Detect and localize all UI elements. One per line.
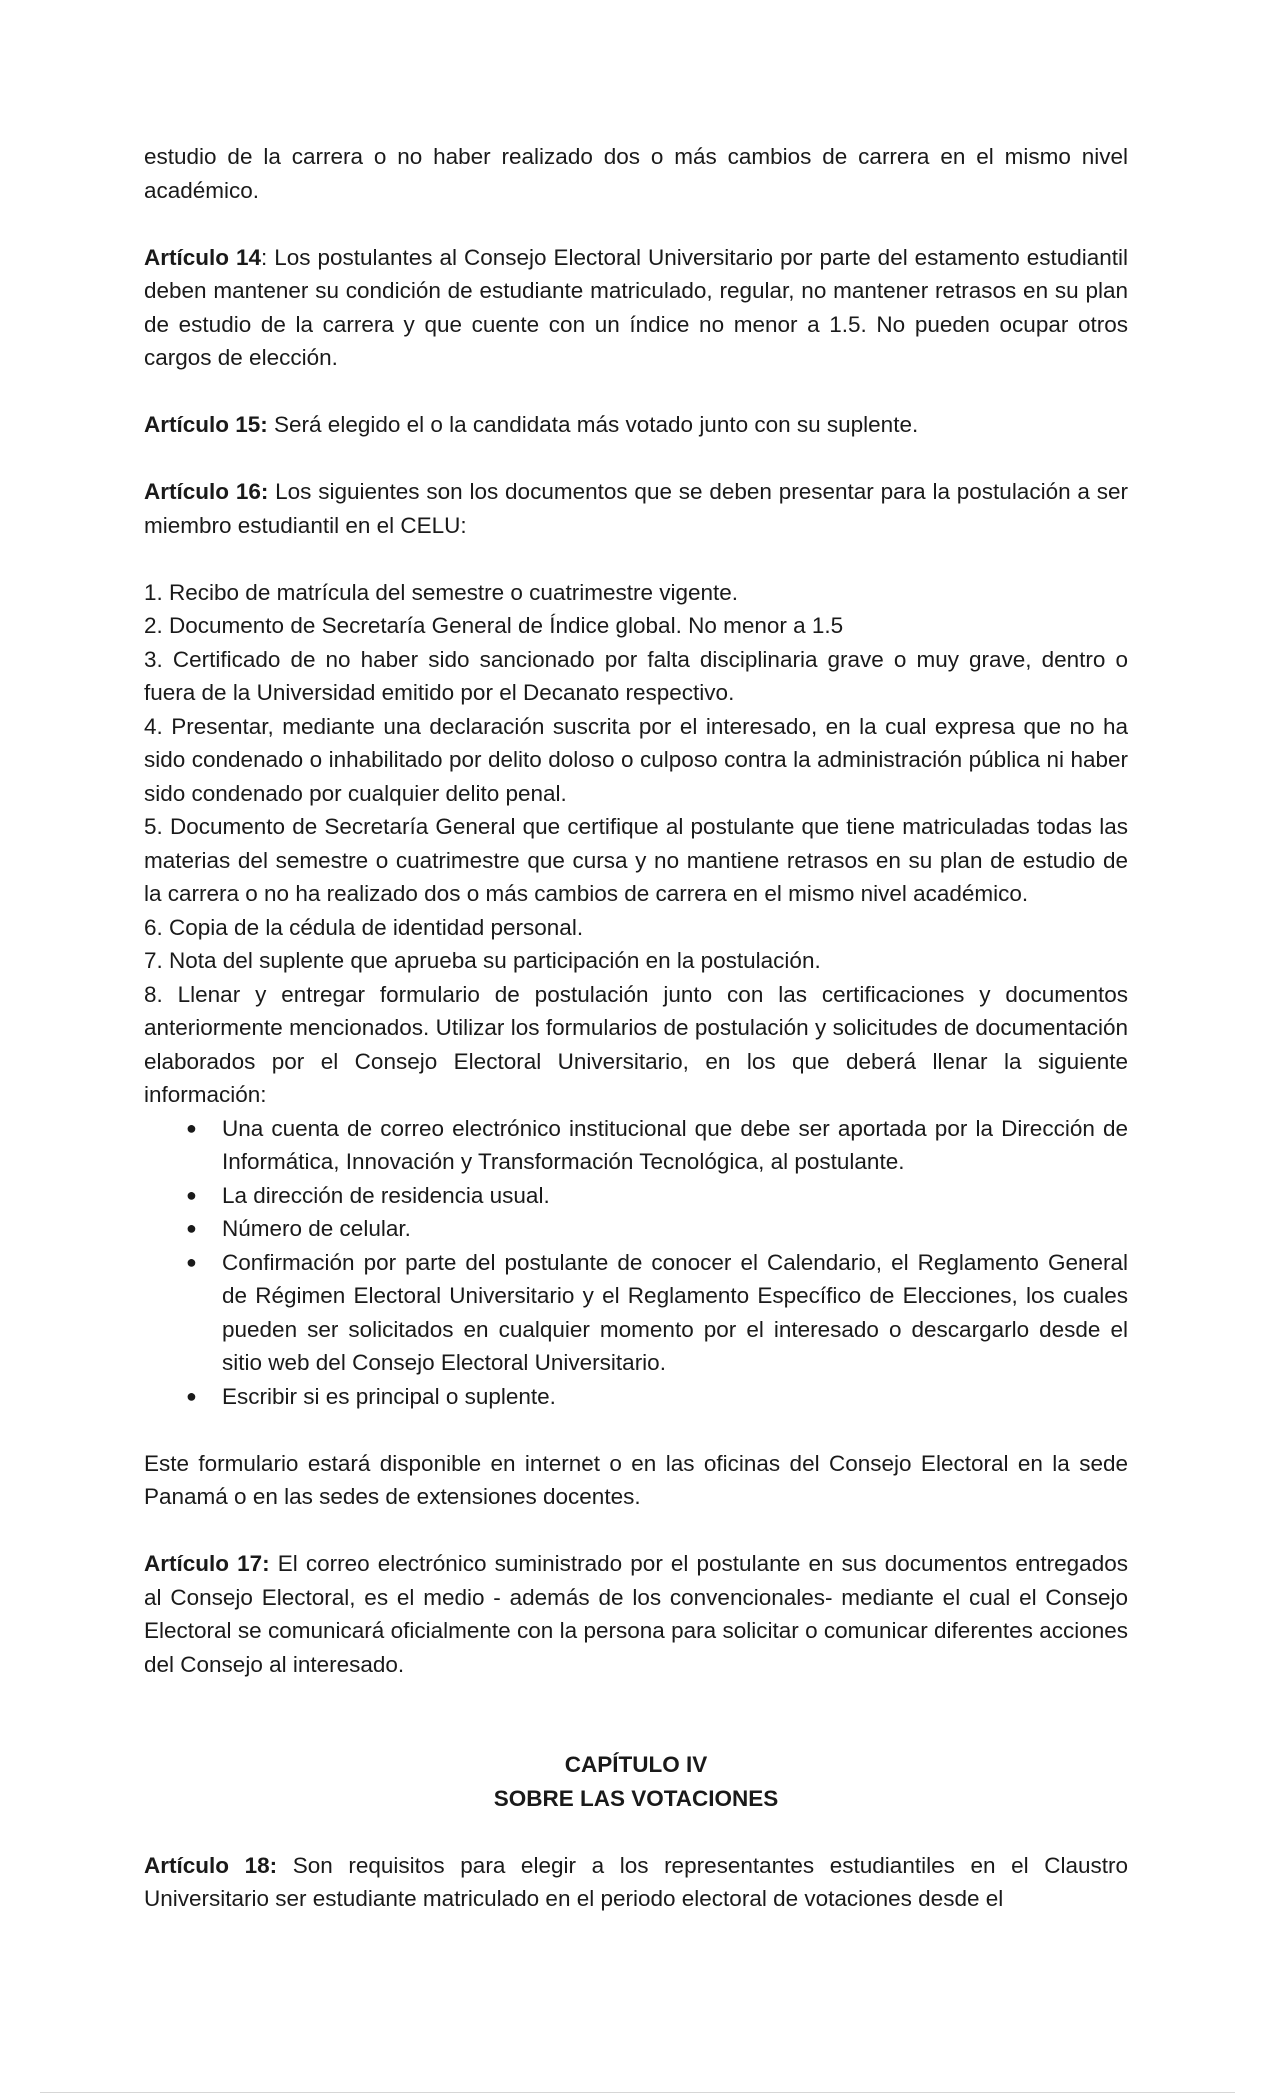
document-item-4: 4. Presentar, mediante una declaración suscrita por el interesado, en la cual expresa que no ha sido condenado o inhabilitado por delito doloso o culposo contra la administración pública ni haber sido condenado por cualquier delito penal. [144, 713, 1128, 806]
bullet-icon: ● [186, 1251, 197, 1272]
article-16 [144, 475, 1128, 542]
chapter-number: CAPÍTULO IV [564, 1752, 708, 1777]
article-17 [144, 1547, 1128, 1681]
intro-continuation: estudio de la carrera o no haber realizado dos o más cambios de carrera en el mismo nivel académico. [144, 144, 1128, 203]
chapter-heading [144, 1748, 1128, 1815]
document-item-6: 6. Copia de la cédula de identidad personal. [144, 914, 584, 940]
document-item-1: 1. Recibo de matrícula del semestre o cuatrimestre vigente. [144, 579, 739, 605]
bullet-item [144, 1246, 1128, 1380]
document-item-8: 8. Llenar y entregar formulario de postulación junto con las certificaciones y documentos anteriormente mencionados. Utilizar los formularios de postulación y solicitudes de documentación elaborados por el Consejo Electoral Universitario, en los que deberá llenar la siguiente información: [144, 981, 1128, 1107]
bullet-icon: ● [186, 1385, 197, 1406]
bullet-icon: ● [186, 1117, 197, 1138]
article-15-text: Será elegido el o la candidata más votado junto con su suplente. [267, 412, 919, 437]
bullet-text: Número de celular. [222, 1216, 411, 1241]
documents-list [144, 576, 1128, 1112]
document-item-5: 5. Documento de Secretaría General que certifique al postulante que tiene matriculadas todas las materias del semestre o cuatrimestre que cursa y no mantiene retrasos en su plan de estudio de la carrera o no ha realizado dos o más cambios de carrera en el mismo nivel académico. [144, 814, 1128, 906]
document-page [144, 140, 1128, 1916]
bullet-item [144, 1212, 1128, 1246]
document-item-2: 2. Documento de Secretaría General de Índice global. No menor a 1.5 [144, 613, 844, 638]
bullet-text: Confirmación por parte del postulante de conocer el Calendario, el Reglamento General de Régimen Electoral Universitario y el Reglamento Específico de Elecciones, los cuales pueden ser solicitados en cualquier momento por el interesado o descargarlo desde el sitio web del Consejo Electoral Universitario. [222, 1249, 1128, 1375]
bullet-icon: ● [186, 1218, 197, 1238]
article-14-text: : Los postulantes al Consejo Electoral Universitario por parte del estamento estudiantil deben mantener su condición de estudiante matriculado, regular, no mantener retrasos en su plan de estudio de la carrera y que cuente con un índice no menor a 1.5. No pueden ocupar otros cargos de elección. [144, 244, 1129, 370]
article-17-label: Artículo 17: [144, 1551, 270, 1576]
article-15 [144, 408, 1128, 442]
bullet-text: Una cuenta de correo electrónico institucional que debe ser aportada por la Dirección de Informática, Innovación y Transformación Tecnológica, al postulante. [222, 1115, 1128, 1174]
bullet-text: Escribir si es principal o suplente. [222, 1383, 556, 1409]
form-info-bullets [144, 1112, 1128, 1414]
article-16-label: Artículo 16: [144, 479, 269, 504]
document-item-3: 3. Certificado de no haber sido sancionado por falta disciplinaria grave o muy grave, dentro o fuera de la Universidad emitido por el Decanato respectivo. [144, 646, 1128, 705]
article-14-label: Artículo 14 [144, 244, 261, 270]
scan-edge-line [40, 2092, 1235, 2093]
bullet-icon: ● [186, 1184, 197, 1205]
bullet-item [144, 1380, 1128, 1414]
chapter-title: SOBRE LAS VOTACIONES [493, 1785, 779, 1811]
bullet-item [144, 1179, 1128, 1213]
article-17-text: El correo electrónico suministrado por el postulante en sus documentos entregados al Consejo Electoral, es el medio - además de los convencionales- mediante el cual el Consejo Electoral se comunicará oficialmente con la persona para solicitar o comunicar diferentes acciones del Consejo al interesado. [144, 1551, 1128, 1677]
bullet-item [144, 1112, 1128, 1179]
article-16-text: Los siguientes son los documentos que se deben presentar para la postulación a ser miembro estudiantil en el CELU: [144, 479, 1128, 538]
document-item-7: 7. Nota del suplente que aprueba su participación en la postulación. [144, 948, 821, 973]
bullet-text: La dirección de residencia usual. [222, 1182, 550, 1208]
article-18 [144, 1849, 1128, 1916]
article-14 [144, 241, 1128, 375]
article-15-label: Artículo 15: [144, 412, 268, 437]
article-18-text: Son requisitos para elegir a los representantes estudiantiles en el Claustro Universitario ser estudiante matriculado en el periodo electoral de votaciones desde el [144, 1852, 1128, 1911]
article-18-label: Artículo 18: [144, 1852, 278, 1878]
form-availability-note: Este formulario estará disponible en internet o en las oficinas del Consejo Electoral en la sede Panamá o en las sedes de extensiones docentes. [144, 1450, 1128, 1509]
